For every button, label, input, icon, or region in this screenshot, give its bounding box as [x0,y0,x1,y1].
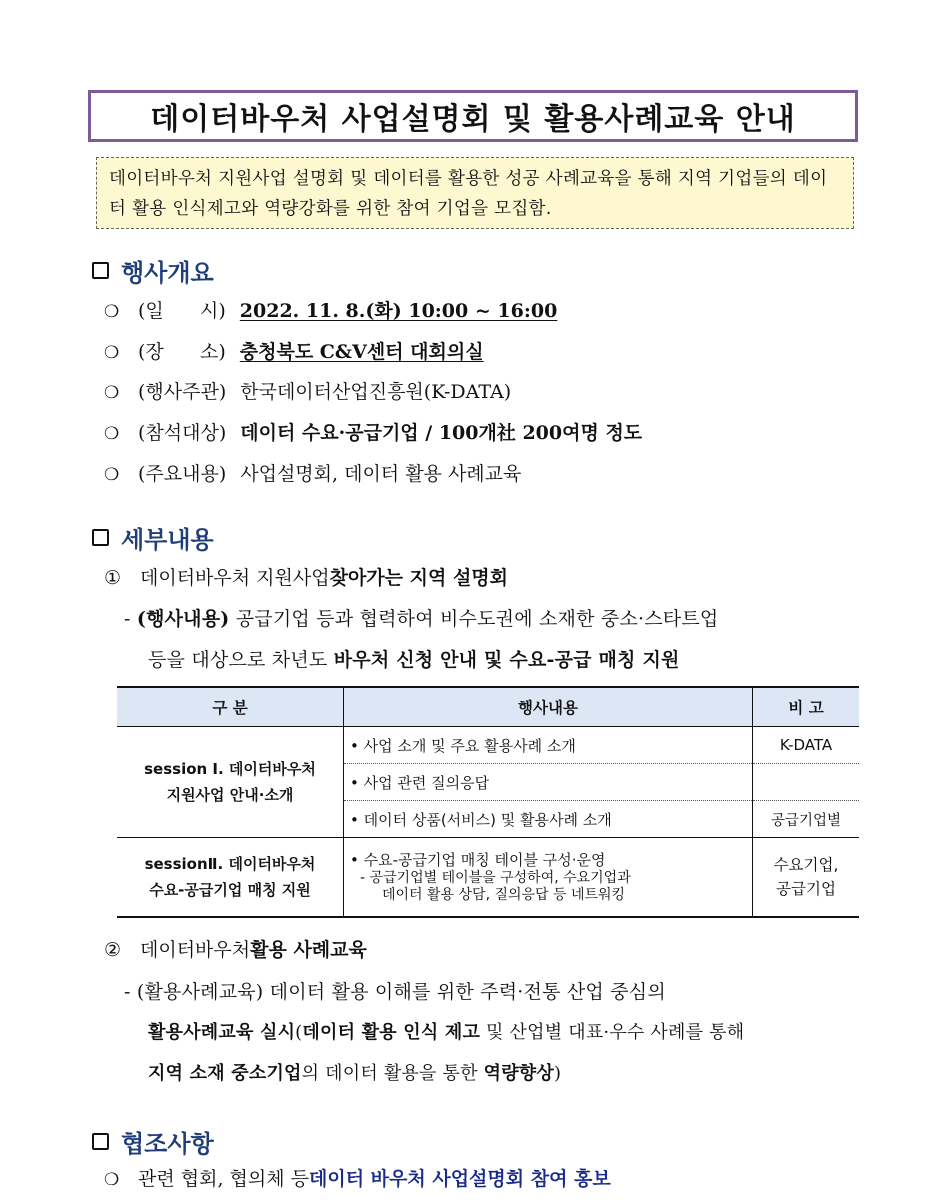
session2-note-line2: 공급기업 [776,880,836,898]
cooperation-emphasis: 데이터 바우처 사업설명회 참여 홍보 [309,1168,611,1190]
cooperation-prefix: 관련 협회, 협의체 등 [138,1168,309,1190]
checkbox-square-icon [92,1133,109,1150]
detail2-line3-text: 의 데이터 활용을 통한 [301,1063,484,1084]
item-label: (일 시) [138,300,226,322]
detail1-heading [104,563,508,590]
session1-note [753,764,860,801]
detail2-line2-paren: ( [295,1022,303,1043]
detail1-line2-emphasis: 바우처 신청 안내 및 수요-공급 매칭 지원 [333,649,680,671]
session2-content-line2: - 공급기업별 테이블을 구성하여, 수요기업과 [360,870,631,886]
detail2-emphasis: 활용 사례교육 [250,939,367,961]
item-label: (장 소) [138,341,226,363]
detail1-prefix: 데이터바우처 지원사업 [140,567,330,589]
section-title: 행사개요 [121,259,214,287]
circle-bullet-icon: ❍ [104,1170,120,1190]
detail2-heading [104,935,367,962]
overview-item-host [104,377,511,404]
circle-bullet-icon: ❍ [104,424,120,444]
header-category: 구 분 [117,687,344,727]
circle-bullet-icon: ❍ [104,465,120,485]
section-details [92,520,214,555]
detail2-line1-text: (활용사례교육) 데이터 활용 이해를 위한 주력·전통 산업 중심의 [136,981,666,1003]
table-row [117,838,859,918]
dash-bullet: - [124,608,131,630]
section-title: 세부내용 [121,526,214,554]
circle-bullet-icon: ❍ [104,383,120,403]
detail2-line2-emphasis2: 데이터 활용 인식 제고 [302,1022,481,1043]
item-value: 한국데이터산업진흥원(K-DATA) [240,381,512,403]
session1-content: • 사업 소개 및 주요 활용사례 소개 [344,727,753,764]
cooperation-item [104,1164,611,1191]
detail2-line3-emphasis: 지역 소재 중소기업 [148,1063,302,1084]
detail2-line3-emphasis2: 역량향상 [483,1063,554,1084]
overview-item-place [104,337,484,364]
session2-label-line1: sessionⅡ. 데이터바우처 [144,855,316,873]
document-title: 데이터바우처 사업설명회 및 활용사례교육 안내 [88,90,858,142]
item-label: (행사주관) [138,381,227,403]
detail1-line1-text: 공급기업 등과 협력하여 비수도권에 소재한 중소·스타트업 [229,608,719,630]
detail1-line2 [148,645,680,672]
detail1-line1-label: (행사내용) [136,608,230,630]
session1-label-line2: 지원사업 안내·소개 [166,786,294,804]
circle-bullet-icon: ❍ [104,343,120,363]
header-note: 비 고 [753,687,860,727]
overview-item-date [104,296,557,323]
circle-bullet-icon: ❍ [104,302,120,322]
section-overview [92,253,214,288]
table-header-row [117,687,859,727]
detail2-line2-text: 및 산업별 대표·우수 사례를 통해 [480,1022,745,1043]
session1-content: • 사업 관련 질의응답 [344,764,753,801]
intro-summary: 데이터바우처 지원사업 설명회 및 데이터를 활용한 성공 사례교육을 통해 지역 기업들의 데이터 활용 인식제고와 역량강화를 위한 참여 기업을 모집함. [96,157,854,229]
item-value: 사업설명회, 데이터 활용 사례교육 [240,463,522,485]
session2-label-line2: 수요-공급기업 매칭 지원 [149,881,311,899]
item-label: (주요내용) [138,463,227,485]
header-content: 행사내용 [344,687,753,727]
session1-content: • 데이터 상품(서비스) 및 활용사례 소개 [344,801,753,838]
checkbox-square-icon [92,529,109,546]
section-cooperation [92,1124,214,1159]
session1-note: 공급기업별 [753,801,860,838]
detail2-line2-emphasis: 활용사례교육 실시 [148,1022,296,1043]
item-value: 데이터 수요·공급기업 / 100개社 200여명 정도 [240,422,643,444]
table-row [117,727,859,764]
detail2-line3-end: ) [553,1063,562,1084]
dash-bullet: - [124,981,131,1003]
session1-note: K-DATA [753,727,860,764]
checkbox-square-icon [92,262,109,279]
item-label: (참석대상) [138,422,227,444]
section-title: 협조사항 [121,1130,214,1158]
overview-item-attendees [104,418,642,445]
session2-content-line1: • 수요-공급기업 매칭 테이블 구성·운영 [350,851,606,869]
session2-note-line1: 수요기업, [773,856,839,874]
session2-note [753,838,860,918]
session2-content-line3: 데이터 활용 상담, 질의응답 등 네트워킹 [382,887,626,903]
session-table [117,686,859,918]
detail1-line2-text: 등을 대상으로 차년도 [148,649,334,671]
session1-label-line1: session Ⅰ. 데이터바우처 [144,760,316,778]
circled-number: ① [104,567,122,589]
detail2-line2 [148,1018,744,1044]
detail2-prefix: 데이터바우처 [140,939,251,961]
overview-item-content [104,459,521,486]
detail2-line1 [124,977,666,1004]
detail1-emphasis: 찾아가는 지역 설명회 [329,567,509,589]
session2-label [117,838,344,918]
session1-label [117,727,344,838]
item-value: 2022. 11. 8.(화) 10:00 ~ 16:00 [239,300,558,322]
detail2-line3 [148,1059,561,1085]
circled-number: ② [104,939,122,961]
item-value: 충청북도 C&V센터 대회의실 [239,341,484,363]
session2-content [344,838,753,918]
detail1-line1 [124,604,718,631]
